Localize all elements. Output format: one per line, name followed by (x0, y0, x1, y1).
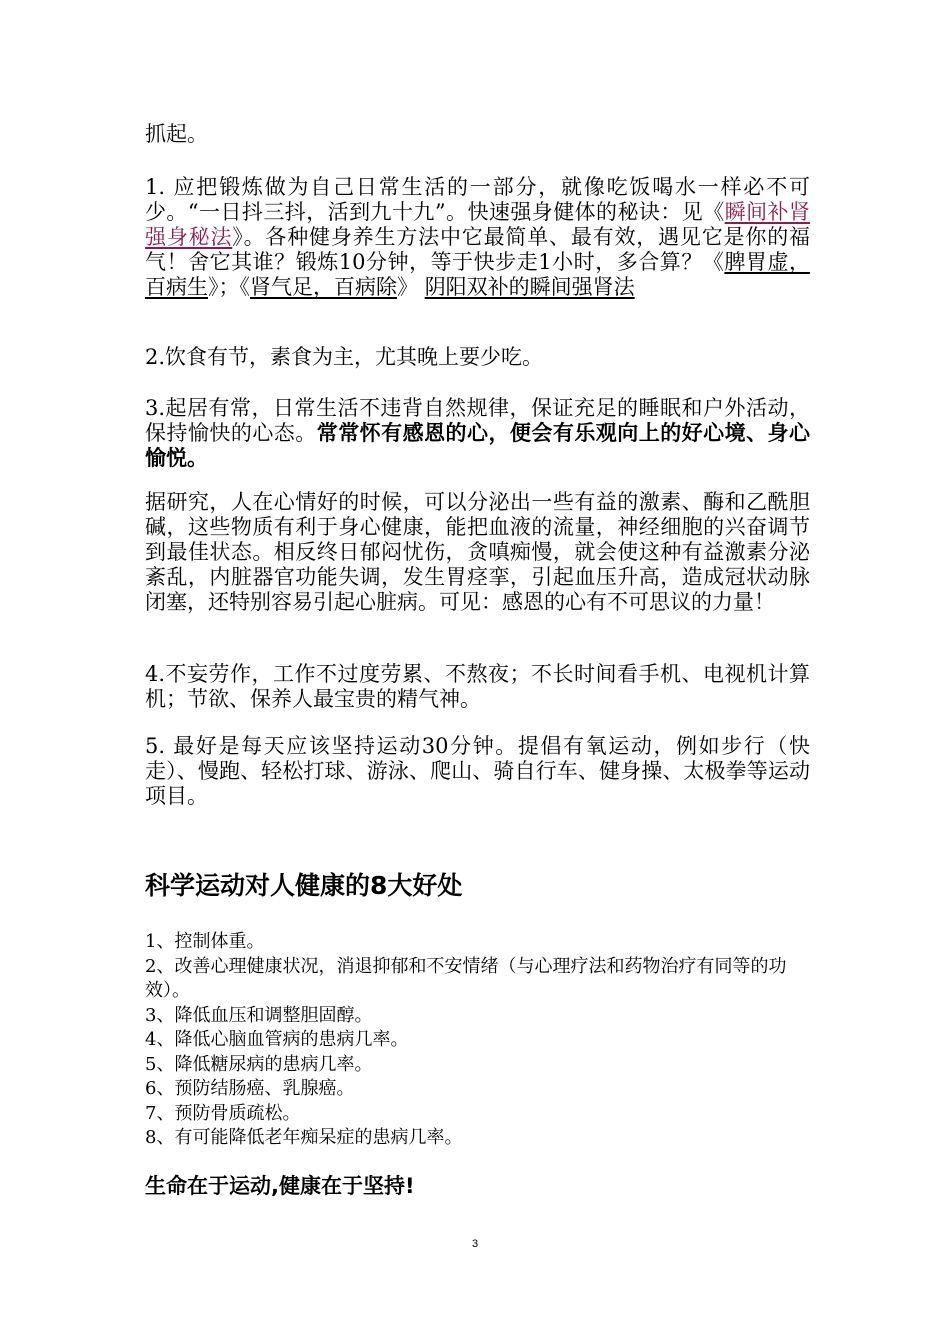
list-item: 5、降低糖尿病的患病几率。 (145, 1053, 373, 1075)
list-item: 4、降低心脑血管病的患病几率。 (145, 1029, 409, 1050)
paragraph-2: 2.饮食有节，素食为主，尤其晚上要少吃。 (145, 345, 544, 369)
paragraph-3-text: 3.起居有常，日常生活不违背自然规律，保证充足的睡眠和户外活动，保持愉快的心态。 (145, 396, 810, 445)
list-item: 7、预防骨质疏松。 (145, 1102, 301, 1124)
section-heading: 科学运动对人健康的8大好处 (145, 871, 463, 900)
page-number: 3 (471, 1238, 479, 1250)
list-item: 2、改善心理健康状况，消退抑郁和不安情绪（与心理疗法和药物治疗有同等的功效）。 (145, 955, 787, 1001)
paragraph-4: 4.不妄劳作，工作不过度劳累、不熬夜；不长时间看手机、电视机计算机；节欲、保养人最宝贵的精气神。 (145, 662, 810, 711)
paragraph-1 (145, 175, 810, 300)
paragraph-1-separator: 》；《 (208, 275, 250, 299)
list-item: 8、有可能降低老年痴呆症的患病几率。 (145, 1127, 463, 1148)
benefits-list (145, 930, 810, 1151)
link-spleen-stomach[interactable]: 脾胃虚，百病生 (145, 250, 810, 299)
paragraph-1-close: 》 (397, 275, 425, 299)
paragraph-research: 据研究，人在心情好的时候，可以分泌出一些有益的激素、酶和乙酰胆碱，这些物质有利于身心健康，能把血液的流量，神经细胞的兴奋调节到最佳状态。相反终日郁闷忧伤，贪嗔痴慢，就会使这种有益激素分泌紊乱，内脏器官功能失调，发生胃痉挛，引起血压升高，造成冠状动脉闭塞，还特别容易引起心脏病。可见：感恩的心有不可思议的力量！ (145, 490, 810, 614)
paragraph-3 (145, 396, 810, 471)
link-kidney-qi[interactable]: 肾气足，百病除 (250, 275, 397, 299)
paragraph-1-middle: 》。各种健身养生方法中它最简单、最有效，遇见它是你的福气！舍它其谁？锻炼10分钟，等于快步走1小时，多合算？《 (145, 225, 811, 274)
slogan: 生命在于运动,健康在于坚持! (145, 1174, 415, 1198)
intro-fragment: 抓起。 (145, 122, 208, 146)
link-yin-yang-method[interactable]: 阴阳双补的瞬间强肾法 (424, 275, 635, 299)
paragraph-1-lead: 1. 应把锻炼做为自己日常生活的一部分，就像吃饭喝水一样必不可少。“一日抖三抖，活到九十九”。快速强身健体的秘诀：见《 (145, 175, 810, 224)
list-item: 1、控制体重。 (145, 931, 265, 952)
paragraph-3-emphasis: 常常怀有感恩的心，便会有乐观向上的好心境、身心愉悦。 (145, 421, 810, 470)
list-item: 3、降低血压和调整胆固醇。 (145, 1004, 373, 1026)
link-secret-method[interactable]: 瞬间补肾强身秘法 (145, 200, 810, 249)
list-item: 6、预防结肠癌、乳腺癌。 (145, 1078, 355, 1099)
paragraph-5: 5. 最好是每天应该坚持运动30分钟。提倡有氧运动，例如步行（快走）、慢跑、轻松打球、游泳、爬山、骑自行车、健身操、太极拳等运动项目。 (145, 734, 810, 808)
